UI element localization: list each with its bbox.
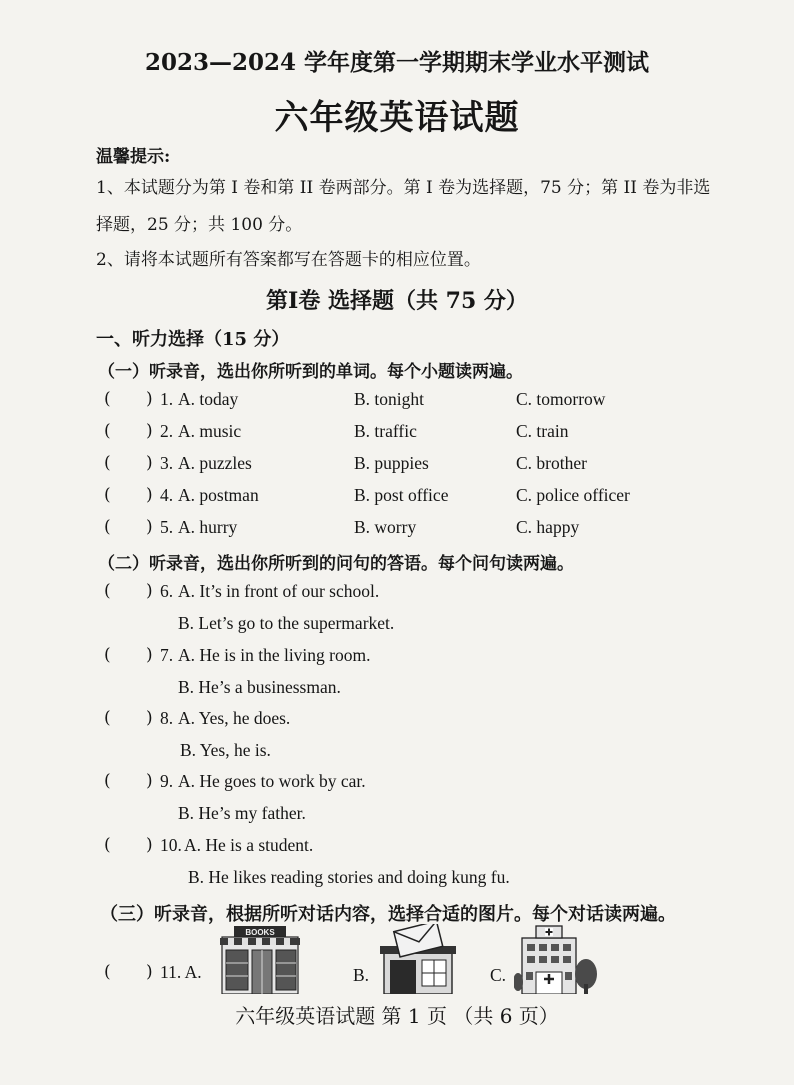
sub1-title: （一）听录音，选出你所听到的单词。每个小题读两遍。	[98, 362, 523, 382]
answer-paren-close: )	[146, 835, 153, 855]
option-b: B. worry	[354, 517, 417, 537]
option-a: A. He is in the living room.	[178, 645, 371, 665]
answer-paren-close: )	[146, 485, 153, 505]
answer-paren-close: )	[146, 389, 153, 409]
tips-heading: 温馨提示:	[96, 147, 171, 167]
tips-line1: 1、本试题分为第 I 卷和第 II 卷两部分。第 I 卷为选择题，75 分；第 II 卷为非选	[96, 178, 711, 198]
question-number: 2.	[160, 421, 174, 441]
answer-paren-open: (	[104, 517, 111, 537]
bookstore-picture	[216, 926, 304, 994]
option-b: B. Let’s go to the supermarket.	[178, 613, 395, 633]
answer-paren-open: (	[104, 421, 111, 441]
answer-paren-close: )	[146, 453, 153, 473]
answer-paren-open: (	[104, 708, 111, 728]
part1-title: 第I卷 选择题（共 75 分）	[266, 288, 528, 314]
option-c: C. police officer	[516, 485, 630, 505]
option-a: A. today	[178, 389, 239, 409]
exam-title-line1: 2023—2024 学年度第一学期期末学业水平测试	[144, 49, 650, 76]
option-a: A. Yes, he does.	[178, 708, 291, 728]
question-number: 7.	[160, 645, 174, 665]
option-b: B. tonight	[354, 389, 425, 409]
post-office-picture	[380, 924, 456, 994]
question-number: 11. A.	[160, 962, 202, 982]
option-c: C. happy	[516, 517, 580, 537]
sub3-title: （三）听录音，根据所听对话内容，选择合适的图片。每个对话读两遍。	[100, 904, 676, 925]
answer-paren-open: (	[104, 581, 111, 601]
option-a: A. postman	[178, 485, 259, 505]
question-number: 8.	[160, 708, 174, 728]
option-a: A. He is a student.	[184, 835, 314, 855]
answer-paren-close: )	[146, 517, 153, 537]
option-a: A. It’s in front of our school.	[178, 581, 380, 601]
question-number: 5.	[160, 517, 174, 537]
option-b: B. puppies	[354, 453, 429, 473]
option-a: A. He goes to work by car.	[178, 771, 366, 791]
answer-paren-close: )	[146, 962, 153, 982]
answer-paren-open: (	[104, 389, 111, 409]
option-a: A. music	[178, 421, 242, 441]
option-b-label: B.	[353, 965, 370, 985]
question-number: 1.	[160, 389, 174, 409]
exam-title-line2: 六年级英语试题	[274, 98, 520, 138]
answer-paren-close: )	[146, 421, 153, 441]
answer-paren-open: (	[104, 835, 111, 855]
answer-paren-close: )	[146, 708, 153, 728]
answer-paren-open: (	[104, 771, 111, 791]
question-number: 4.	[160, 485, 174, 505]
option-b: B. Yes, he is.	[180, 740, 271, 760]
option-b: B. He’s a businessman.	[178, 677, 341, 697]
answer-paren-open: (	[104, 485, 111, 505]
hospital-picture	[514, 922, 598, 994]
answer-paren-close: )	[146, 771, 153, 791]
section1-title: 一、听力选择（15 分）	[96, 329, 290, 350]
option-b: B. He likes reading stories and doing kung fu.	[188, 867, 510, 887]
answer-paren-open: (	[104, 962, 111, 982]
option-c: C. tomorrow	[516, 389, 606, 409]
question-number: 3.	[160, 453, 174, 473]
question-number: 10.	[160, 835, 182, 855]
option-a: A. hurry	[178, 517, 238, 537]
option-c-label: C.	[490, 965, 507, 985]
question-number: 6.	[160, 581, 174, 601]
option-c: C. train	[516, 421, 569, 441]
option-c: C. brother	[516, 453, 587, 473]
answer-paren-close: )	[146, 645, 153, 665]
tips-line3: 2、请将本试题所有答案都写在答题卡的相应位置。	[96, 250, 481, 270]
tips-line2: 择题，25 分；共 100 分。	[96, 215, 303, 235]
page-footer: 六年级英语试题 第 1 页 （共 6 页）	[235, 1004, 559, 1028]
answer-paren-close: )	[146, 581, 153, 601]
question-number: 9.	[160, 771, 174, 791]
option-a: A. puzzles	[178, 453, 252, 473]
sub2-title: （二）听录音，选出你所听到的问句的答语。每个问句读两遍。	[98, 554, 574, 574]
answer-paren-open: (	[104, 453, 111, 473]
option-b: B. He’s my father.	[178, 803, 306, 823]
answer-paren-open: (	[104, 645, 111, 665]
option-b: B. traffic	[354, 421, 417, 441]
bookstore-sign-text: BOOKS	[245, 928, 275, 937]
option-b: B. post office	[354, 485, 449, 505]
